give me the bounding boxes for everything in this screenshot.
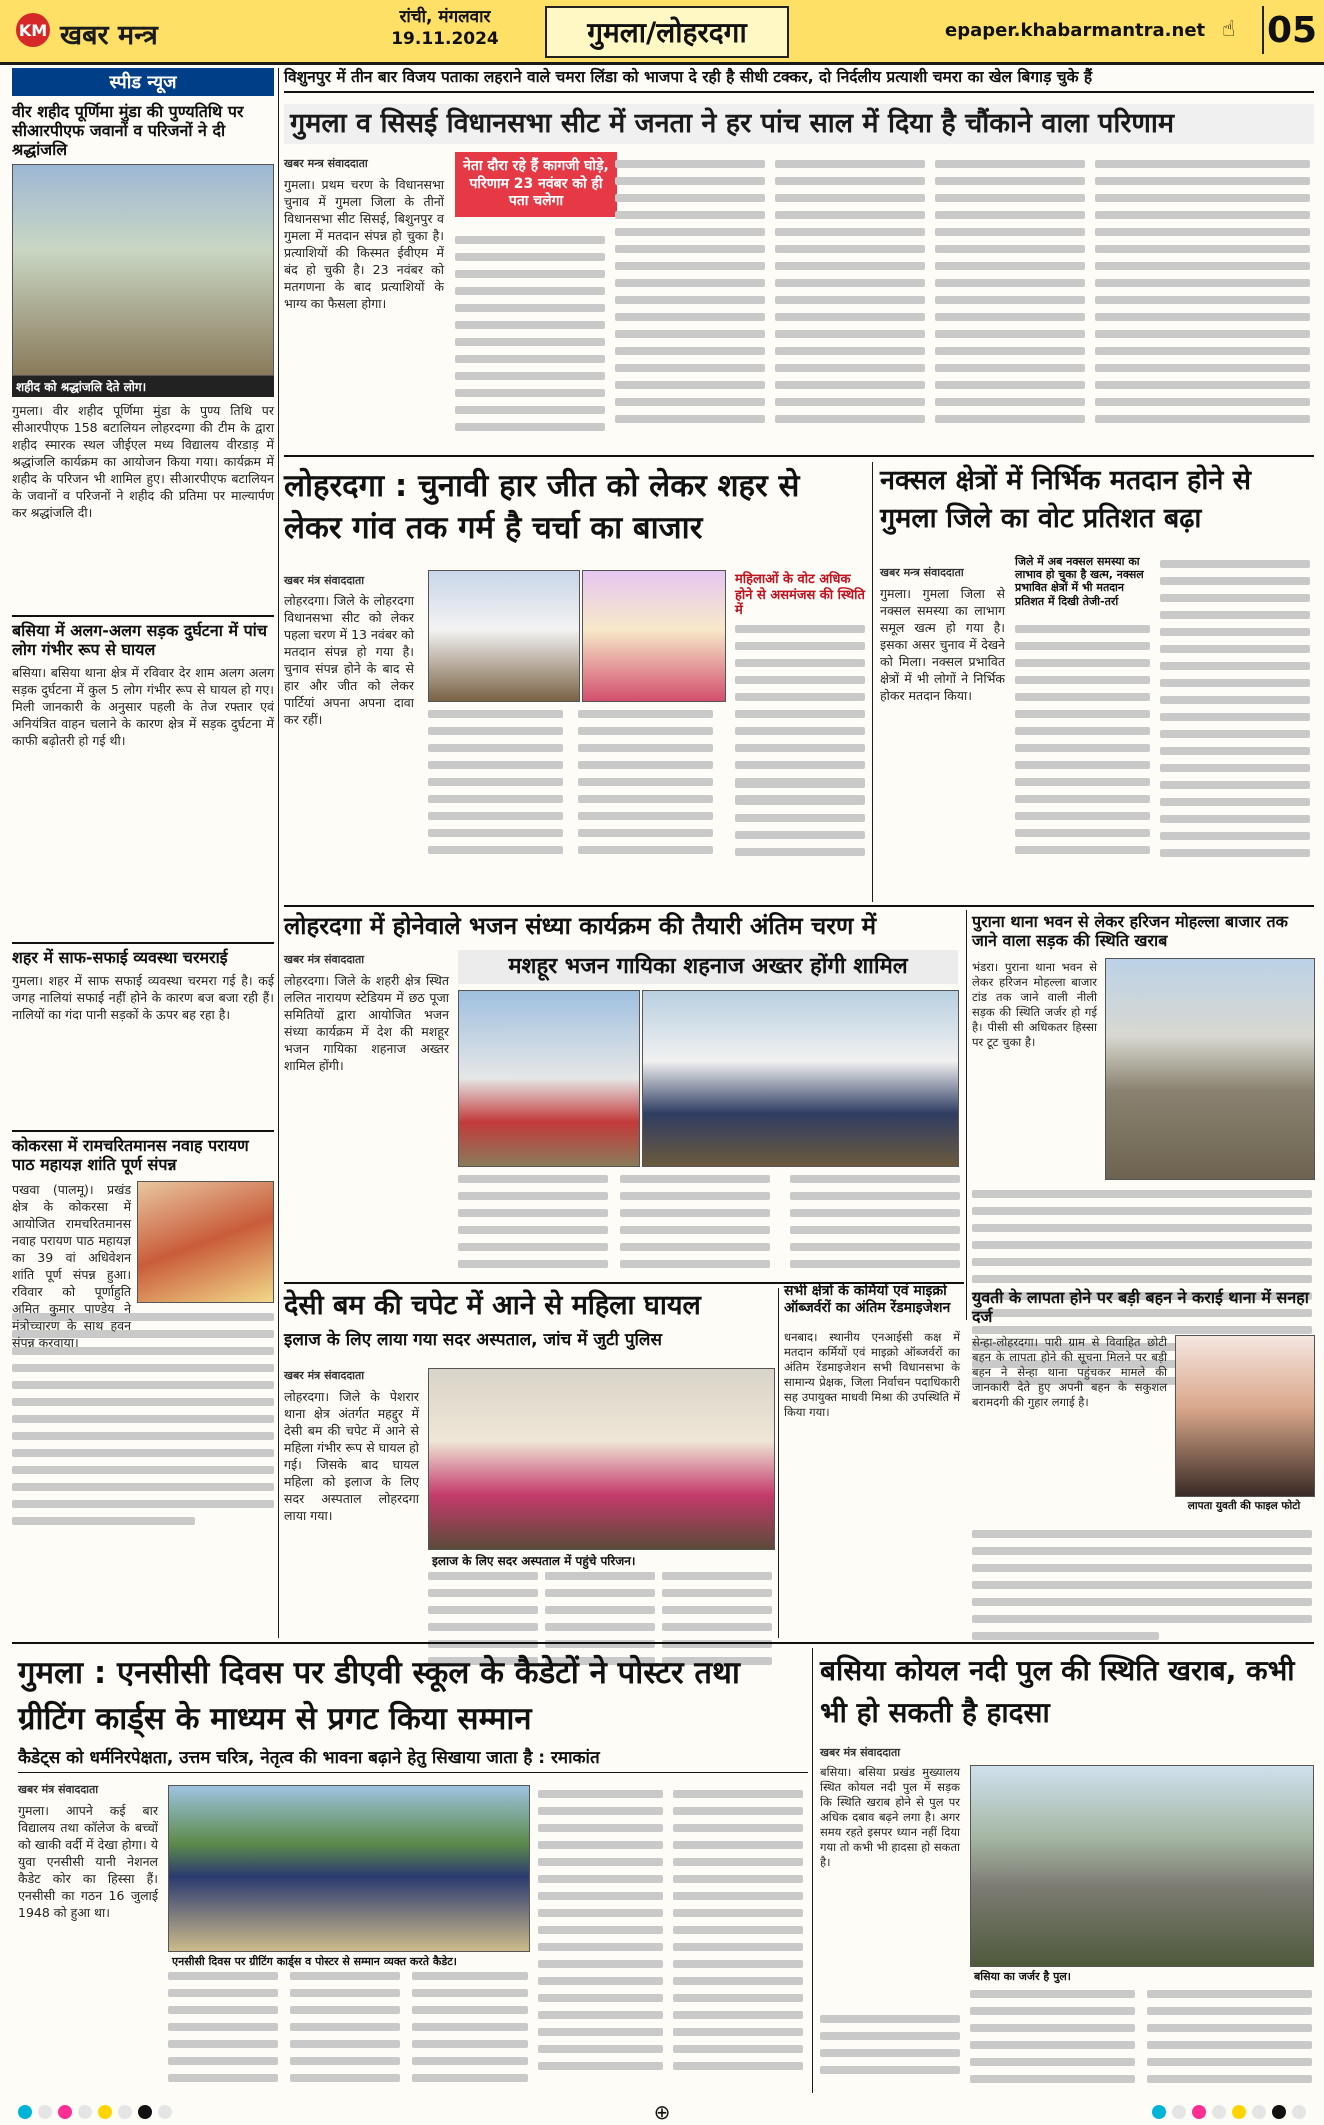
story-continuation (673, 1790, 803, 2079)
story-body: गुमला। गुमला जिला से नक्सल समस्या का लाभाग समूल खत्म हो गया है। इसका असर चुनाव में देखने को मिला। नक्सल प्रभावित क्षेत्रों में भी लोगों ने निर्भिक होकर मतदान किया। (880, 586, 1005, 703)
story-body: सेन्हा-लोहरदगा। पारी ग्राम से विवाहित छोटी बहन के लापता होने की सूचना मिलने पर बड़ी बहन ने सेन्हा थाना पहुंचकर मामले की जानकारी देते हुए अपनी बहन के सकुशल बरामदगी की गुहार लगाई है। (972, 1335, 1167, 1409)
story-continuation (972, 1530, 1312, 1649)
photo-caption: लापता युवती की फाइल फोटो (1187, 1500, 1301, 1512)
story-body: भंडरा। पुराना थाना भवन से लेकर हरिजन मोहल्ला बाजार टांड तक जाने वाली नीली सड़क की स्थिति जर्जर हो गई है। पीसी सी अधिकतर हिस्सा पर टूट चुका है। (972, 960, 1097, 1049)
story-continuation (1015, 625, 1150, 863)
story-continuation (935, 160, 1085, 432)
photo-caption: इलाज के लिए सदर अस्पताल में पहुंचे परिजन। (432, 1554, 636, 1568)
story-continuation (578, 710, 713, 863)
story-headline: वीर शहीद पूर्णिमा मुंडा की पुण्यतिथि पर सीआरपीएफ जवानों व परिजनों ने दी श्रद्धांजलि (12, 102, 244, 160)
story-headline: बसिया में अलग-अलग सड़क दुर्घटना में पांच लोग गंभीर रूप से घायल (12, 620, 267, 659)
sidebox (735, 572, 865, 812)
story-continuation (412, 1972, 528, 2091)
story-headline: सभी क्षेत्रों के कर्मियों एवं माइक्रो ऑब्जर्वरों का अंतिम रेंडमाइजेशन (784, 1283, 951, 1316)
candidate-photo (582, 570, 726, 702)
story-body: गुमला। वीर शहीद पूर्णिमा मुंडा के पुण्य तिथि पर सीआरपीएफ 158 बटालियन लोहरदग्गा की टीम के द्वारा शहीद स्मारक स्थल जीईएल मध्य विद्यालय वीरडाड़ में श्रद्धांजलि कार्यक्रम का आयोजन किया गया। कार्यक्रम में शहीद के परिजन भी शामिल हुए। सीआरपीएफ बटालियन के जवानों व परिजनों ने शहीद की प्रतिमा पर माल्यार्पण कर श्रद्धांजलि दी। (12, 402, 274, 520)
registration-mark-icon: ⊕ (653, 2099, 671, 2124)
missing-girl-photo (1175, 1335, 1315, 1497)
story-continuation (615, 160, 765, 432)
section-rule (284, 455, 1314, 457)
section-title: गुमला/लोहरदगा (545, 6, 789, 58)
top-banner-headline: विशुनपुर में तीन बार विजय पताका लहराने वाले चमरा लिंडा को भाजपा दे रही है सीधी टक्कर, दो निर्दलीय प्रत्याशी चमरा का खेल बिगाड़ चुके हैं (284, 68, 1314, 93)
speed-news-label: स्पीड न्यूज (12, 68, 274, 96)
road-photo (1105, 958, 1315, 1180)
story-continuation (1095, 160, 1310, 432)
brand-name: खबर मन्त्र (60, 20, 158, 51)
story-headline: नक्सल क्षेत्रों में निर्भिक मतदान होने से गुमला जिले का वोट प्रतिशत बढ़ा (880, 465, 1252, 534)
story-body: लोहरदगा। जिले के शहरी क्षेत्र स्थित ललित नारायण स्टेडियम में छठ पूजा समितियों द्वारा आयोजित भजन संध्या कार्यक्रम में देश की मशहूर भजन गायिका शहनाज अख्तर शामिल होंगी। (284, 973, 449, 1073)
page-number: 05 (1262, 6, 1320, 54)
story-body: पखवा (पालमू)। प्रखंड क्षेत्र के कोकरसा में आयोजित रामचरितमानस नवाह परायण पाठ महायज्ञ का 39 वां अधिवेशन शांति पूर्ण संपन्न हुआ। रविवार को पूर्णाहुति अमित कुमार पाण्डेय ने मंत्रोच्चारण के साथ हवन संपन्न करवाया। (12, 1181, 132, 1350)
website-link[interactable]: epaper.khabarmantra.net (945, 20, 1206, 41)
photo-caption: बसिया का जर्जर है पुल। (974, 1970, 1071, 1983)
story-subhead: कैडेट्स को धर्मनिरपेक्षता, उत्तम चरित्र, नेतृत्व की भावना बढ़ाने हेतु सिखाया जाता है : रमाकांत (18, 1748, 808, 1773)
byline: खबर मन्त्र संवाददाता (880, 566, 964, 579)
story-body: लोहरदगा। जिले के लोहरदगा विधानसभा सीट को लेकर पहला चरण में 13 नवंबर को मतदान संपन्न हो गया है। चुनाव संपन्न होने के बाद से हार और जीत को लेकर पार्टियां अपना अपना दावा कर रहीं। (284, 593, 414, 727)
story-continuation (820, 2015, 960, 2083)
byline: खबर मंत्र संवाददाता (284, 574, 365, 587)
story-continuation (1147, 1990, 1312, 2092)
callout: जिले में अब नक्सल समस्या का लाभाव हो चुका है खत्म, नक्सल प्रभावित क्षेत्रों में भी मतदान प्रतिशत में दिखी तेजी-तर्रा (1015, 555, 1144, 608)
story-headline: कोकरसा में रामचरितमानस नवाह परायण पाठ महायज्ञ शांति पूर्ण संपन्न (12, 1136, 249, 1175)
story-body: बसिया। बसिया प्रखंड मुख्यालय स्थित कोयल नदी पुल में सड़क कि स्थिति खराब होने से पुल पर अधिक दबाव बढ़ने लगा है। अगर समय रहते इसपर ध्यान नहीं दिया गया तो कभी भी हादसा हो सकता है। (820, 1765, 960, 1869)
story-body: गुमला। शहर में साफ सफाई व्यवस्था चरमरा गई है। कई जगह नालियां सफाई नहीं होने के कारण बज बजा रही हैं। नालियों का गंदा पानी सड़कों के ऊपर बह रहा है। (12, 973, 274, 1023)
byline: खबर मन्त्र संवाददाता (284, 157, 368, 170)
story-headline: पुराना थाना भवन से लेकर हरिजन मोहल्ला बाजार तक जाने वाला सड़क की स्थिति खराब (972, 912, 1288, 951)
story-continuation (455, 236, 605, 440)
photo-caption: शहीद को श्रद्धांजलि देते लोग। (12, 376, 274, 397)
story-headline: बसिया कोयल नदी पुल की स्थिति खराब, कभी भी हो सकती है हादसा (820, 1654, 1295, 1729)
byline: खबर मंत्र संवाददाता (820, 1746, 901, 1759)
story-headline: लोहरदगा में होनेवाले भजन संध्या कार्यक्रम की तैयारी अंतिम चरण में (284, 912, 877, 940)
tribute-photo (12, 164, 274, 376)
city-day: रांची, मंगलवार (399, 7, 491, 27)
issue-date: 19.11.2024 (391, 29, 499, 49)
story-headline: शहर में साफ-सफाई व्यवस्था चरमराई (12, 947, 228, 967)
logo-icon: KM (16, 13, 50, 47)
yagya-photo (137, 1181, 274, 1303)
print-registration-strip (0, 2098, 1324, 2125)
story-continuation (428, 710, 563, 863)
story-continuation (775, 160, 925, 432)
committee-photo (642, 990, 959, 1167)
story-continuation (970, 1990, 1135, 2092)
story-body: गुमला। आपने कई बार विद्यालय तथा कॉलेज के बच्चों को खाकी वर्दी में देखा होगा। ये युवा एनसीसी यानी नेशनल कैडेट कोर का हिस्सा हैं। एनसीसी का गठन 16 जुलाई 1948 को हुआ था। (18, 1803, 158, 1920)
story-body: गुमला। प्रथम चरण के विधानसभा चुनाव में गुमला जिला के तीनों विधानसभा सीट सिसई, बिशुनपुर व गुमला में मतदान संपन्न हो चुका है। प्रत्याशियों की किस्मत ईवीएम में बंद हो चुकी है। 23 नवंबर को मतगणना के बाद प्रत्याशियों के भाग्य का फैसला होगा। (284, 177, 444, 311)
story-headline: गुमला : एनसीसी दिवस पर डीएवी स्कूल के कैडेटों ने पोस्टर तथा ग्रीटिंग कार्ड्स के माध्यम से प्रगट किया सम्मान (18, 1655, 740, 1737)
ncc-cadets-photo (168, 1785, 530, 1952)
story-continuation (168, 1972, 278, 2091)
highlight-box: नेता दौरा रहे हैं कागजी घोड़े, परिणाम 23 नवंबर को ही पता चलेगा (455, 152, 617, 217)
column-divider (278, 68, 279, 1638)
stage-photo (458, 990, 640, 1167)
story-headline: लोहरदगा : चुनावी हार जीत को लेकर शहर से लेकर गांव तक गर्म है चर्चा का बाजार (284, 468, 800, 546)
photo-caption: एनसीसी दिवस पर ग्रीटिंग कार्ड्स व पोस्टर से सम्मान व्यक्त करते कैडेट। (172, 1955, 457, 1968)
story-body: बसिया। बसिया थाना क्षेत्र में रविवार देर शाम अलग अलग सड़क दुर्घटना में कुल 5 लोग गंभीर रूप से घायल हो गए। मिली जानकारी के अनुसार पहली के तेज रफ्तार एवं अनियंत्रित वाहन चलाने के कारण क्षेत्र में सड़क दुर्घटना में काफी बढ़ोतरी हो गई थी। (12, 664, 274, 748)
story-subhead: मशहूर भजन गायिका शहनाज अख्तर होंगी शामिल (458, 950, 958, 984)
story-headline: देसी बम की चपेट में आने से महिला घायल (284, 1290, 701, 1321)
story-continuation (620, 1175, 770, 1277)
sidebox-title: महिलाओं के वोट अधिक होने से असमंजस की स्थिति में (735, 572, 865, 619)
bridge-photo (970, 1765, 1314, 1967)
story-subhead: इलाज के लिए लाया गया सदर अस्पताल, जांच में जुटी पुलिस (284, 1330, 662, 1350)
story-continuation (790, 1175, 960, 1277)
byline: खबर मंत्र संवाददाता (18, 1783, 99, 1796)
byline: खबर मंत्र संवाददाता (284, 953, 365, 966)
hospital-photo (428, 1368, 775, 1550)
story-headline: गुमला व सिसई विधानसभा सीट में जनता ने हर पांच साल में दिया है चौंकाने वाला परिणाम (284, 104, 1314, 144)
story-headline: युवती के लापता होने पर बड़ी बहन ने कराई थाना में सनहा दर्ज (972, 1288, 1309, 1327)
story-body: लोहरदगा। जिले के पेशरार थाना क्षेत्र अंतर्गत महद्दुर में देसी बम की चपेट में आने से महिला गंभीर रूप से घायल हो गई। जिसके बाद घायल महिला को इलाज के लिए सदर अस्पताल लोहरदगा लाया गया। (284, 1389, 419, 1523)
dateline (365, 6, 525, 50)
candidate-photo (428, 570, 580, 702)
left-column (12, 68, 274, 1534)
byline: खबर मंत्र संवाददाता (284, 1369, 365, 1382)
story-continuation (538, 1790, 663, 2079)
story-continuation (290, 1972, 400, 2091)
cursor-pointer-icon: ☝ (1222, 17, 1236, 42)
story-continuation (458, 1175, 608, 1277)
story-continuation (735, 780, 865, 865)
story-body: धनबाद। स्थानीय एनआईसी कक्ष में मतदान कर्मियों एवं माइक्रो ऑब्जर्वरों का अंतिम रेंडमाइजेशन सभी विधानसभा के सामान्य प्रेक्षक, जिला निर्वाचन पदाधिकारी सह उपायुक्त माधवी मिश्रा की उपस्थिति में किया गया। (784, 1330, 960, 1419)
story-continuation (1160, 560, 1310, 866)
